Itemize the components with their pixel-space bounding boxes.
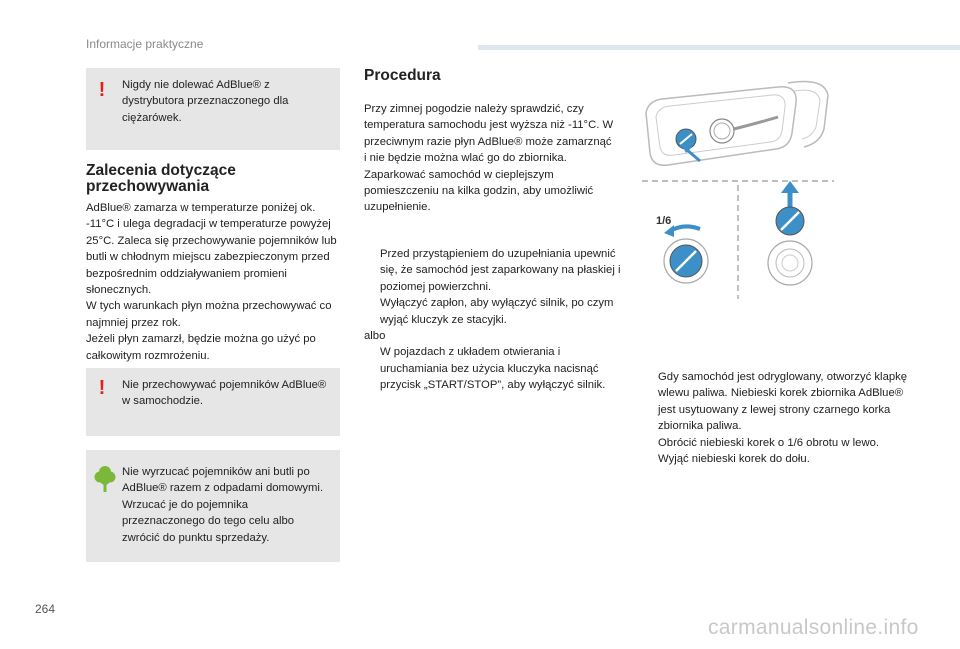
storage-paragraph: Jeżeli płyn zamarzł, będzie można go użyć po całkowitym rozmrożeniu. [86, 333, 316, 362]
step-text: Gdy samochód jest odryglowany, otworzyć klapkę wlewu paliwa. Niebieski korek zbiornika AdBlue® jest usytuowany z lewej strony czarnego korka zbiornika paliwa. [658, 371, 908, 433]
rotate-arrow [670, 226, 700, 231]
fuel-flap-housing [646, 87, 796, 165]
warning-text-2: Nie przechowywać pojemników AdBlue® w samochodzie. [122, 379, 327, 408]
procedure-intro-paragraph: Przy zimnej pogodzie należy sprawdzić, czy temperatura samochodu jest wyższa niż -11°C. W przeciwnym razie płyn AdBlue® może zamarznąć i nie będzie można wlać go do zbiornika. [364, 103, 614, 165]
step-text: albo [364, 330, 386, 343]
procedure-heading: Procedura [364, 67, 441, 84]
tree-icon [94, 464, 116, 494]
eco-note-box [86, 450, 340, 562]
warning-icon: ! [98, 377, 106, 399]
storage-paragraph: W tych warunkach płyn można przechowywać co najmniej przez rok. [86, 300, 332, 329]
warning-box-1 [86, 68, 340, 150]
storage-paragraph: AdBlue® zamarza w temperaturze poniżej ok. -11°C i ulega degradacji w temperaturze powyżej 25°C. Zaleca się przechowywanie pojemników lub butli w chłodnym miejscu zabezpieczonym przed bezpośrednim oddziaływaniem promieni słonecznych. [86, 202, 337, 297]
procedure-step-list [364, 246, 626, 394]
step-text: Obrócić niebieski korek o 1/6 obrotu w lewo. [658, 436, 880, 449]
list-item [364, 344, 626, 393]
step-text: W pojazdach z układem otwierania i uruchamiania bez użycia kluczyka nacisnąć przycisk „START/STOP”, aby wyłączyć silnik. [380, 346, 606, 392]
eco-note-text: Nie wyrzucać pojemników ani butli po AdBlue® razem z odpadami domowymi. Wrzucać je do pojemnika przeznaczonego do tego celu albo zwrócić do punktu sprzedaży. [122, 466, 324, 544]
warning-box-2 [86, 368, 340, 436]
step-text: Wyjąć niebieski korek do dołu. [658, 453, 810, 466]
storage-heading-line1: Zalecenia dotyczące [86, 162, 236, 179]
list-item [642, 369, 918, 435]
fraction-label: 1/6 [656, 215, 672, 227]
header-title: Informacje praktyczne [86, 37, 204, 51]
storage-heading [86, 163, 336, 195]
watermark: carmanualsonline.info [708, 616, 919, 639]
step-text: Przed przystąpieniem do uzupełniania upewnić się, że samochód jest zaparkowany na płaskiej i poziomej powierzchni. [380, 248, 621, 293]
page-number: 264 [35, 602, 56, 616]
list-item [364, 295, 626, 328]
warning-text-1: Nigdy nie dolewać AdBlue® z dystrybutora przeznaczonego dla ciężarówek. [122, 79, 289, 124]
procedure-intro-paragraph: Zaparkować samochód w cieplejszym pomieszczeniu na kilka godzin, aby umożliwić uzupełnienie. [364, 168, 594, 214]
right-step-list [642, 369, 918, 467]
adblue-cap-illustration [638, 73, 838, 303]
storage-body [86, 200, 342, 364]
storage-heading-line2: przechowywania [86, 178, 210, 195]
list-item [642, 451, 918, 467]
list-item [364, 246, 626, 295]
header-bar [478, 45, 960, 50]
warning-icon: ! [98, 79, 106, 101]
step-text: Wyłączyć zapłon, aby wyłączyć silnik, po czym wyjąć kluczyk ze stacyjki. [380, 297, 614, 326]
procedure-intro [364, 101, 614, 216]
list-item-connector [364, 328, 626, 344]
list-item [642, 435, 918, 451]
